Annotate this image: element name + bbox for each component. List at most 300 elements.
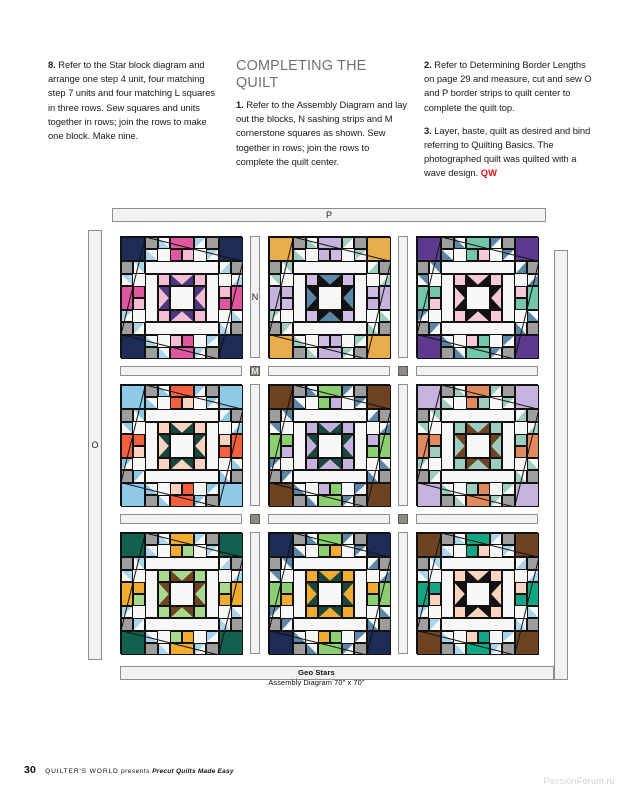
- corner-accent-hst: [429, 322, 441, 334]
- gray-square: [231, 470, 243, 482]
- corner-square-bl: [417, 631, 441, 655]
- outer-main-bar: [170, 347, 194, 359]
- outer-main-bar: [170, 237, 194, 249]
- gray-square: [354, 495, 366, 507]
- corner-square-bl: [269, 483, 293, 507]
- gray-square: [417, 557, 429, 569]
- triangle-shape: [171, 311, 193, 321]
- border-strip-p-top: [112, 208, 546, 222]
- gray-square: [269, 557, 281, 569]
- outer-main-bar: [269, 286, 281, 310]
- inner-frame-bottom: [441, 618, 514, 630]
- corner-square-bl: [121, 631, 145, 655]
- inner-frame-top: [441, 261, 514, 273]
- star-point-top: [466, 570, 490, 582]
- inner-frame-bottom: [293, 470, 366, 482]
- triangle-shape: [171, 607, 193, 617]
- corner-accent-hst: [429, 261, 441, 273]
- gray-square: [441, 533, 453, 545]
- gray-square: [417, 322, 429, 334]
- corner-accent-hst: [219, 557, 231, 569]
- outer-hst: [158, 347, 170, 359]
- outer-hst: [121, 570, 133, 582]
- star-point-left: [158, 582, 170, 606]
- outer-main-small: [318, 545, 330, 557]
- corner-accent-hst: [145, 249, 157, 261]
- cornerstone-square-m: [398, 514, 408, 524]
- star-corner: [306, 606, 318, 618]
- step-number-2: 2.: [424, 59, 432, 70]
- outer-main-small: [367, 286, 379, 298]
- outer-main-small: [478, 249, 490, 261]
- gray-square: [502, 347, 514, 359]
- outer-hst: [194, 385, 206, 397]
- star-corner: [306, 422, 318, 434]
- gray-square: [269, 470, 281, 482]
- star-corner: [158, 570, 170, 582]
- star-point-top: [170, 570, 194, 582]
- star-corner: [342, 570, 354, 582]
- gray-square: [231, 261, 243, 273]
- star-corner: [158, 422, 170, 434]
- gray-square: [145, 385, 157, 397]
- step-text-8: Refer to the Star block diagram and arrange one step 4 unit, four matching step 7 units and four matching L squares in three rows. Sew squares and units together in rows; join the rows to make one block. Make nine.: [48, 59, 216, 142]
- corner-accent-hst: [441, 545, 453, 557]
- outer-hst: [158, 237, 170, 249]
- corner-square-br: [219, 631, 243, 655]
- gray-square: [354, 237, 366, 249]
- gray-square: [293, 533, 305, 545]
- star-corner: [306, 310, 318, 322]
- corner-square-bl: [269, 335, 293, 359]
- outer-hst: [527, 422, 539, 434]
- outer-hst: [194, 495, 206, 507]
- gray-square: [502, 533, 514, 545]
- outer-main-small: [318, 631, 330, 643]
- outer-hst: [306, 237, 318, 249]
- outer-hst: [379, 274, 391, 286]
- corner-accent-hst: [502, 397, 514, 409]
- corner-accent-hst: [429, 618, 441, 630]
- star-corner: [342, 310, 354, 322]
- star-corner: [490, 570, 502, 582]
- outer-main-small: [429, 286, 441, 298]
- outer-main-bar: [417, 434, 429, 458]
- corner-square-tr: [219, 237, 243, 261]
- corner-accent-hst: [502, 483, 514, 495]
- outer-main-small: [170, 483, 182, 495]
- outer-main-small: [182, 631, 194, 643]
- star-point-right: [194, 286, 206, 310]
- border-strip-o-right: [554, 250, 568, 680]
- outer-main-small: [330, 397, 342, 409]
- outer-main-small: [367, 298, 379, 310]
- outer-main-bar: [170, 643, 194, 655]
- triangle-shape: [491, 287, 501, 309]
- outer-main-bar: [269, 582, 281, 606]
- gray-square: [441, 347, 453, 359]
- cornerstone-square-m: [398, 366, 408, 376]
- outer-main-small: [515, 446, 527, 458]
- corner-accent-hst: [441, 335, 453, 347]
- outer-hst: [379, 422, 391, 434]
- outer-hst: [527, 274, 539, 286]
- outer-hst: [231, 570, 243, 582]
- gray-square: [417, 470, 429, 482]
- gray-square: [206, 385, 218, 397]
- triangle-shape: [307, 435, 317, 457]
- star-point-top: [318, 422, 342, 434]
- triangle-shape: [467, 311, 489, 321]
- star-point-bottom: [170, 606, 194, 618]
- outer-main-small: [429, 298, 441, 310]
- star-corner: [342, 422, 354, 434]
- outer-main-small: [219, 582, 231, 594]
- triangle-shape: [171, 571, 193, 581]
- outer-main-small: [318, 483, 330, 495]
- inner-frame-left: [293, 422, 305, 471]
- star-point-bottom: [170, 310, 194, 322]
- diagram-caption: [0, 668, 633, 688]
- gray-square: [502, 643, 514, 655]
- inner-frame-left: [293, 570, 305, 619]
- inner-frame-bottom: [441, 322, 514, 334]
- step-number-3: 3.: [424, 124, 432, 136]
- corner-accent-hst: [354, 397, 366, 409]
- gray-square: [354, 347, 366, 359]
- step-text-1: Refer to the Assembly Diagram and lay out the blocks, N sashing strips and M cornerstone squares as shown. Sew together in rows; join the rows to complete the quilt center.: [236, 99, 407, 167]
- block-cell-r1-c1: [120, 236, 242, 358]
- triangle-shape: [319, 423, 341, 433]
- corner-square-tl: [269, 385, 293, 409]
- star-point-right: [490, 434, 502, 458]
- star-corner: [306, 570, 318, 582]
- outer-hst: [306, 533, 318, 545]
- outer-main-small: [478, 335, 490, 347]
- outer-hst: [379, 570, 391, 582]
- corner-square-tr: [367, 533, 391, 557]
- gray-square: [269, 322, 281, 334]
- inner-frame-top: [293, 261, 366, 273]
- gray-square: [527, 261, 539, 273]
- outer-hst: [417, 458, 429, 470]
- footer-presents: presents: [118, 768, 153, 775]
- corner-accent-hst: [206, 249, 218, 261]
- star-corner: [158, 310, 170, 322]
- star-corner: [342, 274, 354, 286]
- star-point-left: [158, 286, 170, 310]
- triangle-shape: [467, 607, 489, 617]
- star-point-bottom: [318, 458, 342, 470]
- corner-square-br: [367, 631, 391, 655]
- instructions-column-3: [424, 58, 596, 190]
- star-corner: [490, 422, 502, 434]
- outer-main-small: [466, 249, 478, 261]
- outer-main-bar: [318, 533, 342, 545]
- outer-main-small: [170, 335, 182, 347]
- star-corner: [158, 274, 170, 286]
- corner-accent-hst: [502, 631, 514, 643]
- outer-main-small: [182, 483, 194, 495]
- block-pink-navy: [120, 236, 242, 358]
- outer-main-small: [133, 594, 145, 606]
- corner-accent-hst: [206, 335, 218, 347]
- outer-hst: [194, 347, 206, 359]
- outer-hst: [417, 422, 429, 434]
- gray-square: [293, 347, 305, 359]
- footer-book-title: Precut Quilts Made Easy: [152, 768, 234, 775]
- inner-frame-right: [206, 570, 218, 619]
- gray-square: [121, 557, 133, 569]
- triangle-shape: [343, 287, 353, 309]
- corner-accent-hst: [515, 261, 527, 273]
- gray-square: [145, 643, 157, 655]
- sashing-strip-n-horizontal: [268, 514, 390, 524]
- star-corner: [454, 458, 466, 470]
- outer-main-small: [429, 594, 441, 606]
- star-point-left: [306, 434, 318, 458]
- outer-hst: [269, 274, 281, 286]
- corner-accent-hst: [354, 249, 366, 261]
- star-center: [466, 286, 490, 310]
- outer-main-small: [330, 545, 342, 557]
- block-cell-r1-c3: [416, 236, 538, 358]
- star-point-top: [170, 422, 194, 434]
- outer-hst: [454, 237, 466, 249]
- sashing-strip-n-vertical: [250, 532, 260, 654]
- corner-accent-hst: [515, 557, 527, 569]
- triangle-shape: [319, 571, 341, 581]
- outer-main-small: [367, 582, 379, 594]
- outer-hst: [490, 347, 502, 359]
- corner-accent-hst: [367, 557, 379, 569]
- corner-accent-hst: [219, 409, 231, 421]
- outer-main-bar: [231, 434, 243, 458]
- corner-accent-hst: [133, 557, 145, 569]
- caption-subtitle: Assembly Diagram 70" x 70": [268, 678, 365, 687]
- outer-main-small: [330, 335, 342, 347]
- page-footer: [24, 764, 609, 776]
- outer-main-small: [515, 298, 527, 310]
- outer-hst: [527, 570, 539, 582]
- outer-main-small: [367, 594, 379, 606]
- inner-frame-left: [293, 274, 305, 323]
- triangle-shape: [455, 583, 465, 605]
- gray-square: [379, 470, 391, 482]
- outer-main-bar: [231, 582, 243, 606]
- gray-square: [441, 385, 453, 397]
- corner-accent-hst: [281, 557, 293, 569]
- outer-hst: [269, 570, 281, 582]
- outer-main-small: [466, 335, 478, 347]
- corner-accent-hst: [502, 545, 514, 557]
- star-corner: [194, 274, 206, 286]
- corner-square-br: [515, 483, 539, 507]
- outer-main-bar: [466, 495, 490, 507]
- outer-main-bar: [170, 495, 194, 507]
- outer-main-small: [515, 286, 527, 298]
- outer-hst: [231, 606, 243, 618]
- corner-accent-hst: [206, 631, 218, 643]
- section-heading-completing-the-quilt: COMPLETING THE QUILT: [236, 58, 367, 91]
- sashing-strip-n-horizontal: [268, 366, 390, 376]
- corner-square-br: [219, 335, 243, 359]
- block-cell-r3-c2: [268, 532, 390, 654]
- outer-hst: [269, 422, 281, 434]
- star-point-bottom: [466, 458, 490, 470]
- cornerstone-square-m: [250, 514, 260, 524]
- sashing-strip-n-horizontal: [416, 514, 538, 524]
- inner-frame-bottom: [145, 470, 218, 482]
- outer-main-small: [182, 397, 194, 409]
- paragraph-step-8: [48, 58, 220, 143]
- sashing-strip-n-horizontal: [120, 366, 242, 376]
- star-point-left: [306, 582, 318, 606]
- gray-square: [145, 495, 157, 507]
- gray-square: [417, 409, 429, 421]
- star-corner: [306, 274, 318, 286]
- outer-main-bar: [527, 286, 539, 310]
- block-cell-r1-c2: [268, 236, 390, 358]
- corner-accent-hst: [293, 397, 305, 409]
- star-point-bottom: [318, 606, 342, 618]
- corner-accent-hst: [429, 409, 441, 421]
- gray-square: [269, 618, 281, 630]
- outer-hst: [121, 458, 133, 470]
- cornerstone-label-m: M: [251, 366, 259, 376]
- sashing-label-n: N: [251, 292, 259, 302]
- gray-square: [441, 495, 453, 507]
- triangle-shape: [319, 607, 341, 617]
- star-point-left: [306, 286, 318, 310]
- inner-frame-top: [441, 557, 514, 569]
- outer-hst: [194, 643, 206, 655]
- outer-main-small: [330, 483, 342, 495]
- triangle-shape: [455, 287, 465, 309]
- paragraph-step-3: [424, 124, 596, 181]
- corner-square-tl: [269, 533, 293, 557]
- corner-accent-hst: [515, 618, 527, 630]
- outer-main-bar: [318, 347, 342, 359]
- instructions-columns: [48, 58, 596, 190]
- outer-main-bar: [527, 434, 539, 458]
- gray-square: [206, 533, 218, 545]
- outer-main-bar: [269, 434, 281, 458]
- outer-hst: [306, 347, 318, 359]
- gray-square: [293, 495, 305, 507]
- outer-main-bar: [466, 643, 490, 655]
- corner-square-bl: [417, 335, 441, 359]
- outer-main-small: [133, 298, 145, 310]
- corner-square-br: [515, 631, 539, 655]
- outer-main-small: [318, 249, 330, 261]
- star-point-bottom: [466, 310, 490, 322]
- outer-main-small: [330, 631, 342, 643]
- watermark-part-1: Passion: [543, 776, 577, 786]
- corner-accent-hst: [429, 470, 441, 482]
- inner-frame-left: [441, 274, 453, 323]
- star-center: [466, 582, 490, 606]
- gray-square: [231, 557, 243, 569]
- outer-hst: [306, 385, 318, 397]
- paragraph-step-1: [236, 98, 408, 169]
- triangle-shape: [195, 583, 205, 605]
- outer-main-small: [429, 582, 441, 594]
- corner-accent-hst: [133, 618, 145, 630]
- gray-square: [145, 237, 157, 249]
- step-text-3: Layer, baste, quilt as desired and bind referring to Quilting Basics. The photographed quilt was quilted with a wave design.: [424, 124, 591, 179]
- triangle-shape: [195, 435, 205, 457]
- star-point-top: [466, 274, 490, 286]
- outer-main-bar: [379, 582, 391, 606]
- triangle-shape: [455, 435, 465, 457]
- inner-frame-left: [441, 422, 453, 471]
- inner-frame-left: [441, 570, 453, 619]
- gray-square: [231, 409, 243, 421]
- star-point-left: [454, 434, 466, 458]
- corner-accent-hst: [441, 631, 453, 643]
- corner-accent-hst: [145, 545, 157, 557]
- outer-hst: [231, 310, 243, 322]
- corner-square-tr: [515, 237, 539, 261]
- gray-square: [121, 470, 133, 482]
- gray-square: [121, 409, 133, 421]
- outer-hst: [527, 458, 539, 470]
- outer-main-small: [170, 545, 182, 557]
- outer-hst: [158, 643, 170, 655]
- outer-hst: [269, 458, 281, 470]
- triangle-shape: [319, 311, 341, 321]
- corner-square-tl: [269, 237, 293, 261]
- star-corner: [490, 458, 502, 470]
- outer-hst: [454, 643, 466, 655]
- outer-main-bar: [466, 385, 490, 397]
- star-point-left: [454, 286, 466, 310]
- corner-square-bl: [269, 631, 293, 655]
- outer-hst: [454, 533, 466, 545]
- star-point-left: [158, 434, 170, 458]
- sashing-strip-n-vertical: [398, 384, 408, 506]
- star-point-top: [318, 274, 342, 286]
- inner-frame-top: [293, 557, 366, 569]
- instructions-column-1: [48, 58, 220, 190]
- outer-hst: [121, 274, 133, 286]
- outer-main-small: [281, 582, 293, 594]
- outer-main-small: [367, 446, 379, 458]
- outer-main-bar: [417, 286, 429, 310]
- triangle-shape: [491, 583, 501, 605]
- outer-main-small: [170, 249, 182, 261]
- sashing-strip-n-vertical: [250, 236, 260, 358]
- star-corner: [454, 422, 466, 434]
- outer-hst: [454, 385, 466, 397]
- outer-main-small: [429, 446, 441, 458]
- outer-main-small: [219, 594, 231, 606]
- outer-hst: [342, 347, 354, 359]
- block-salmon-lavender: [416, 384, 538, 506]
- corner-square-bl: [121, 483, 145, 507]
- star-point-bottom: [466, 606, 490, 618]
- triangle-shape: [159, 287, 169, 309]
- assembly-diagram: [88, 208, 546, 656]
- triangle-shape: [319, 275, 341, 285]
- gray-square: [145, 347, 157, 359]
- star-point-right: [490, 286, 502, 310]
- corner-accent-hst: [145, 397, 157, 409]
- outer-main-small: [478, 397, 490, 409]
- inner-frame-right: [206, 274, 218, 323]
- inner-frame-right: [206, 422, 218, 471]
